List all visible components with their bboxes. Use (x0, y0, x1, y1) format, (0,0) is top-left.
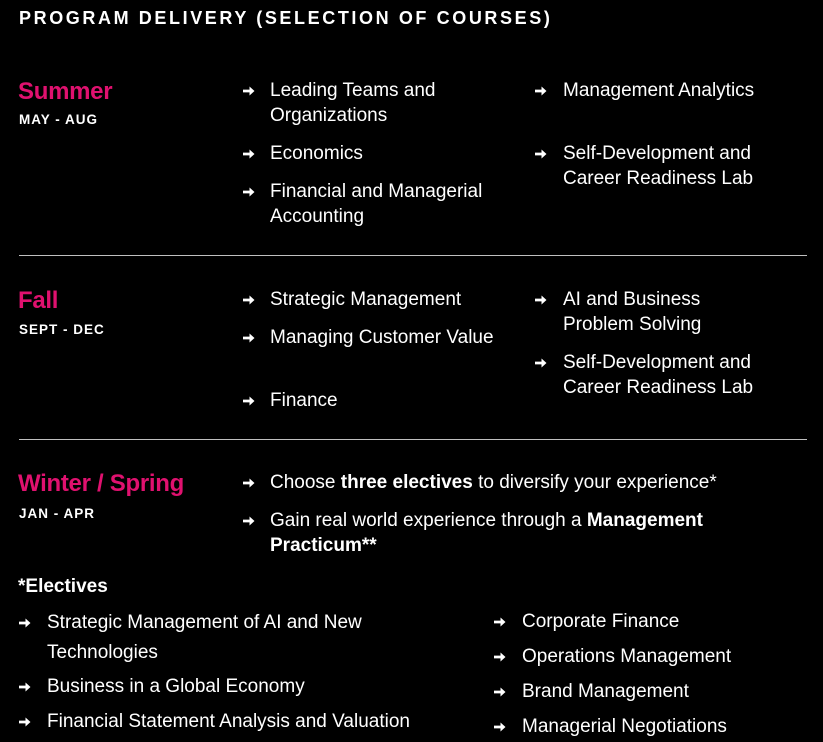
winter-item (243, 508, 778, 558)
winter-spring-title: Winter / Spring (18, 470, 184, 497)
fall-title: Fall (18, 287, 59, 314)
page-heading: PROGRAM DELIVERY (SELECTION OF COURSES) (19, 8, 553, 28)
right-arrow-icon (494, 617, 506, 627)
right-arrow-icon (494, 722, 506, 732)
right-arrow-icon (243, 516, 255, 526)
summer-course-item (535, 78, 775, 103)
right-arrow-icon (243, 478, 255, 488)
right-arrow-icon (243, 333, 255, 343)
fall-course-label: Finance (270, 390, 338, 411)
summer-course-label: Financial and Managerial Accounting (270, 181, 483, 227)
elective-item (19, 709, 474, 734)
elective-item (494, 609, 794, 634)
right-arrow-icon (19, 618, 31, 628)
winter-spring-dates: JAN - APR (19, 506, 96, 521)
section-divider (19, 439, 807, 440)
summer-course-item (243, 78, 508, 128)
elective-label: Financial Statement Analysis and Valuation (47, 711, 410, 732)
right-arrow-icon (243, 86, 255, 96)
fall-course-item (243, 388, 508, 413)
summer-dates: MAY - AUG (19, 112, 99, 127)
summer-course-label: Self-Development and Career Readiness Lab (563, 143, 754, 189)
right-arrow-icon (535, 86, 547, 96)
right-arrow-icon (535, 358, 547, 368)
summer-course-item (243, 179, 508, 229)
elective-label: Strategic Management of AI and New Technologies (47, 612, 362, 663)
summer-course-label: Economics (270, 143, 363, 164)
summer-title: Summer (18, 78, 113, 105)
elective-label: Brand Management (522, 681, 689, 702)
elective-label: Business in a Global Economy (47, 676, 305, 697)
section-divider (19, 255, 807, 256)
elective-label: Operations Management (522, 646, 732, 667)
electives-heading: *Electives (18, 576, 108, 597)
fall-course-label: Strategic Management (270, 289, 462, 310)
summer-course-item (243, 141, 508, 166)
summer-course-label: Leading Teams and Organizations (270, 80, 436, 126)
summer-course-item (535, 141, 775, 191)
fall-course-label: AI and Business Problem Solving (563, 289, 702, 335)
elective-item (494, 644, 794, 669)
right-arrow-icon (243, 295, 255, 305)
winter-item (243, 470, 803, 495)
right-arrow-icon (243, 187, 255, 197)
right-arrow-icon (535, 295, 547, 305)
fall-course-item (535, 287, 775, 337)
winter-item-label: Gain real world experience through a Management Practicum** (270, 510, 703, 556)
right-arrow-icon (494, 687, 506, 697)
right-arrow-icon (494, 652, 506, 662)
fall-course-item (535, 350, 780, 400)
elective-label: Managerial Negotiations (522, 716, 727, 737)
summer-course-label: Management Analytics (563, 80, 755, 101)
elective-label: Corporate Finance (522, 611, 680, 632)
fall-course-label: Self-Development and Career Readiness Lab (563, 352, 754, 398)
right-arrow-icon (535, 149, 547, 159)
fall-course-label: Managing Customer Value (270, 327, 494, 348)
right-arrow-icon (19, 682, 31, 692)
winter-item-label: Choose three electives to diversify your experience* (270, 472, 717, 493)
fall-course-item (243, 325, 508, 350)
elective-item (494, 679, 794, 704)
right-arrow-icon (243, 149, 255, 159)
fall-dates: SEPT - DEC (19, 322, 105, 337)
right-arrow-icon (243, 396, 255, 406)
elective-item (19, 610, 459, 668)
fall-course-item (243, 287, 508, 312)
elective-item (494, 714, 794, 739)
elective-item (19, 674, 459, 699)
right-arrow-icon (19, 717, 31, 727)
